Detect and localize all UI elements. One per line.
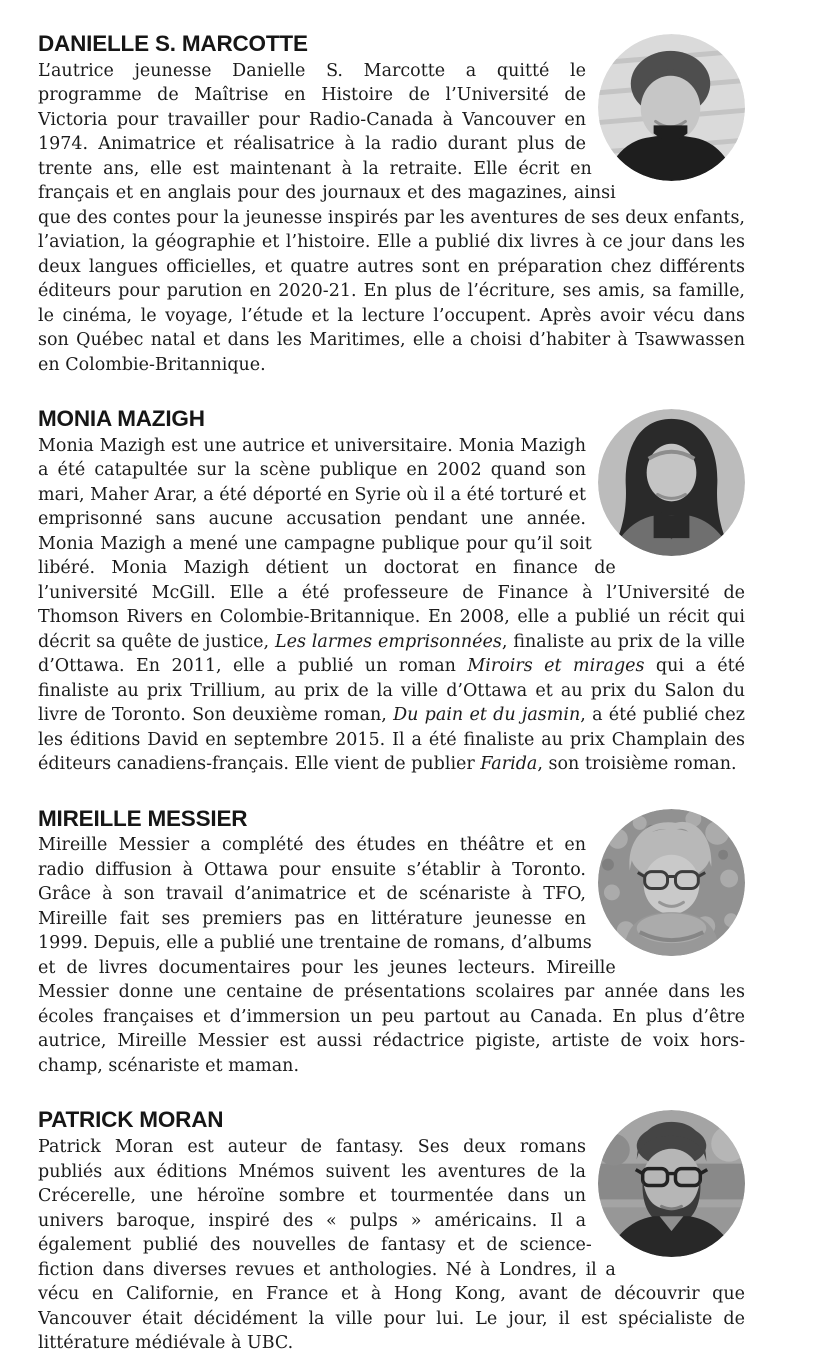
author-bio-mireille-messier: Mireille Messier a complété des études en théâtre et en radio diffusion à Ottawa pour ensuite s’établir à Toronto. Grâce à son travail d’animatrice et de scénariste à TFO, Mireille fait ses premiers pas en littérature jeunesse en 1999. Depuis, elle a publié une trentaine de romans, d’albums et de livres documentaires pour les jeunes lecteurs. Mireille Messier donne une centaine de présentations scolaires par année dans les écoles françaises et d’immersion un peu partout au Canada. En plus d’être autrice, Mireille Messier est aussi rédactrice pigiste, artiste de voix hors-champ, scénariste et maman. xyxy=(38,835,745,1076)
mireille-messier-photo xyxy=(598,809,745,956)
monia-mazigh-photo xyxy=(598,409,745,556)
man-glasses-beard-portrait-icon xyxy=(598,1110,745,1257)
author-name-monia-mazigh: MONIA MAZIGH xyxy=(38,407,205,432)
author-section-monia-mazigh xyxy=(38,407,745,777)
woman-short-hair-portrait-icon xyxy=(598,34,745,181)
author-section-patrick-moran xyxy=(38,1108,745,1355)
author-name-mireille-messier: MIREILLE MESSIER xyxy=(38,806,248,831)
author-section-danielle-marcotte xyxy=(38,32,745,377)
author-bio-monia-mazigh: Monia Mazigh est une autrice et universitaire. Monia Mazigh a été catapultée sur la scène publique en 2002 quand son mari, Maher Arar, a été déporté en Syrie où il a été torturé et emprisonné sans aucune accusation pendant une année. Monia Mazigh a mené une campagne publique pour qu’il soit libéré. Monia Mazigh détient un doctorat en finance de l’université McGill. Elle a été professeure de Finance à l’Université de Thomson Rivers en Colombie-Britannique. En 2008, elle a publié un récit qui décrit sa quête de justice, Les larmes emprisonnées, finaliste au prix de la ville d’Ottawa. En 2011, elle a publié un roman Miroirs et mirages qui a été finaliste au prix Trillium, au prix de la ville d’Ottawa et au prix du Salon du livre de Toronto. Son deuxième roman, Du pain et du jasmin, a été publié chez les éditions David en septembre 2015. Il a été finaliste au prix Champlain des éditeurs canadiens-français. Elle vient de publier Farida, son troisième roman. xyxy=(38,435,745,775)
author-bio-patrick-moran: Patrick Moran est auteur de fantasy. Ses deux romans publiés aux éditions Mnémos suivent les aventures de la Crécerelle, une héroïne sombre et tourmentée dans un univers baroque, inspiré des « pulps » américains. Il a également publié des nouvelles de fantasy et de science-fiction dans diverses revues et anthologies. Né à Londres, il a vécu en Californie, en France et à Hong Kong, avant de découvrir que Vancouver était décidément la ville pour lui. Le jour, il est spécialiste de littérature médiévale à UBC. xyxy=(38,1137,745,1353)
author-name-patrick-moran: PATRICK MORAN xyxy=(38,1108,224,1133)
author-section-mireille-messier xyxy=(38,807,745,1079)
author-name-danielle-marcotte: DANIELLE S. MARCOTTE xyxy=(38,32,308,56)
patrick-moran-photo xyxy=(598,1110,745,1257)
author-bio-danielle-marcotte: L’autrice jeunesse Danielle S. Marcotte a quitté le programme de Maîtrise en Histoire de l’Université de Victoria pour travailler pour Radio-Canada à Vancouver en 1974. Animatrice et réalisatrice à la radio durant plus de trente ans, elle est maintenant à la retraite. Elle écrit en français et en anglais pour des journaux et des magazines, ainsi que des contes pour la jeunesse inspirés par les aventures de ses deux enfants, l’aviation, la géographie et l’histoire. Elle a publié dix livres à ce jour dans les deux langues officielles, et quatre autres sont en préparation chez différents éditeurs pour parution en 2020-21. En plus de l’écriture, ses amis, sa famille, le cinéma, le voyage, l’étude et la lecture l’occupent. Après avoir vécu dans son Québec natal et dans les Maritimes, elle a choisi d’habiter à Tsawwassen en Colombie-Britannique. xyxy=(38,60,745,375)
danielle-marcotte-photo xyxy=(598,34,745,181)
woman-glasses-portrait-icon xyxy=(598,809,745,956)
woman-hijab-portrait-icon xyxy=(598,409,745,556)
